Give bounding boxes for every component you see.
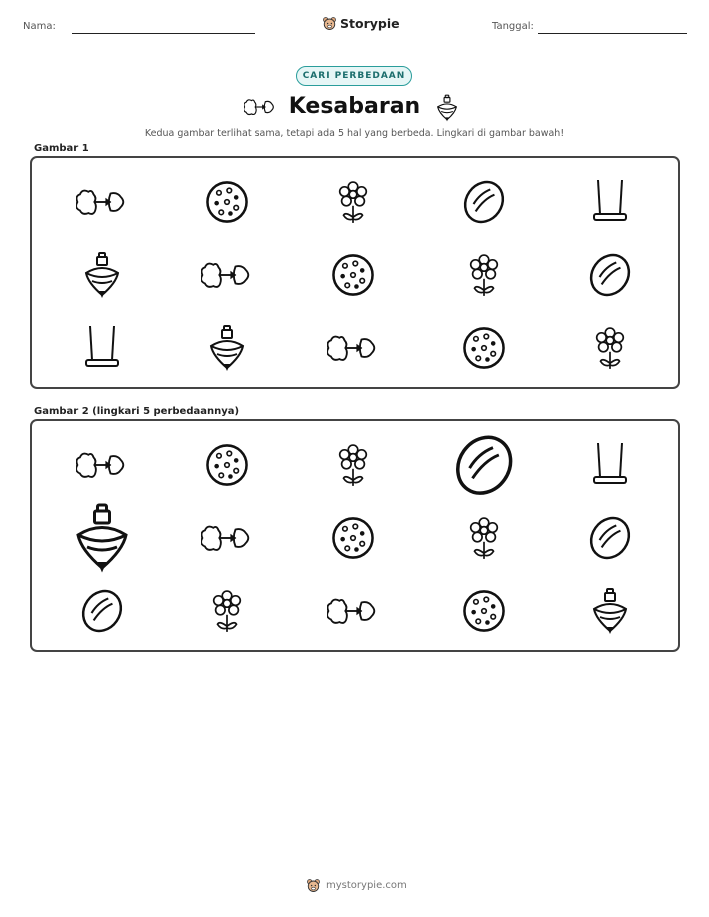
spinning-top-icon[interactable] xyxy=(72,502,132,574)
name-line[interactable] xyxy=(72,33,255,34)
instructions: Kedua gambar terlihat sama, tetapi ada 5 hal yang berbeda. Lingkari di gambar bawah! xyxy=(144,128,565,139)
blow-icon xyxy=(201,258,253,292)
blow-icon[interactable] xyxy=(201,521,253,555)
panel1-label: Gambar 1 xyxy=(34,143,89,154)
activity-badge: CARI PERBEDAAN xyxy=(296,66,412,86)
flower-icon xyxy=(465,252,503,298)
oval-stone-icon xyxy=(587,252,633,298)
spinning-top-icon[interactable] xyxy=(590,587,630,635)
flower-icon[interactable] xyxy=(334,442,372,488)
name-label: Nama: xyxy=(23,21,56,32)
flower-icon[interactable] xyxy=(465,515,503,561)
spinning-top-icon xyxy=(207,324,247,372)
oval-stone-icon xyxy=(461,179,507,225)
cookie-icon xyxy=(204,179,250,225)
blow-icon[interactable] xyxy=(76,448,128,482)
swing-icon[interactable] xyxy=(590,441,630,489)
bear-logo-icon xyxy=(322,16,337,31)
bear-logo-icon xyxy=(306,878,321,893)
spinning-top-icon xyxy=(82,251,122,299)
blow-icon xyxy=(327,331,379,365)
blow-icon xyxy=(76,185,128,219)
date-label: Tanggal: xyxy=(492,21,534,32)
cookie-icon xyxy=(330,252,376,298)
oval-stone-icon[interactable] xyxy=(587,515,633,561)
oval-stone-icon[interactable] xyxy=(452,433,516,497)
panel2-label: Gambar 2 (lingkari 5 perbedaannya) xyxy=(34,406,240,417)
date-line[interactable] xyxy=(538,33,687,34)
flower-icon xyxy=(591,325,629,371)
spinning-top-icon xyxy=(434,94,460,122)
cookie-icon[interactable] xyxy=(204,442,250,488)
swing-icon xyxy=(590,178,630,226)
cookie-icon[interactable] xyxy=(461,588,507,634)
brand-name: Storypie xyxy=(340,15,400,31)
picture-panel-2[interactable] xyxy=(30,419,680,652)
flower-icon[interactable] xyxy=(208,588,246,634)
worksheet-title: Kesabaran xyxy=(288,94,421,119)
flower-icon xyxy=(334,179,372,225)
oval-stone-icon[interactable] xyxy=(79,588,125,634)
picture-panel-1 xyxy=(30,156,680,389)
cookie-icon xyxy=(461,325,507,371)
footer-site: mystorypie.com xyxy=(326,880,407,891)
cookie-icon[interactable] xyxy=(330,515,376,561)
blow-icon[interactable] xyxy=(327,594,379,628)
swing-icon xyxy=(82,324,122,372)
footer xyxy=(306,878,407,893)
brand-logo xyxy=(322,14,400,32)
